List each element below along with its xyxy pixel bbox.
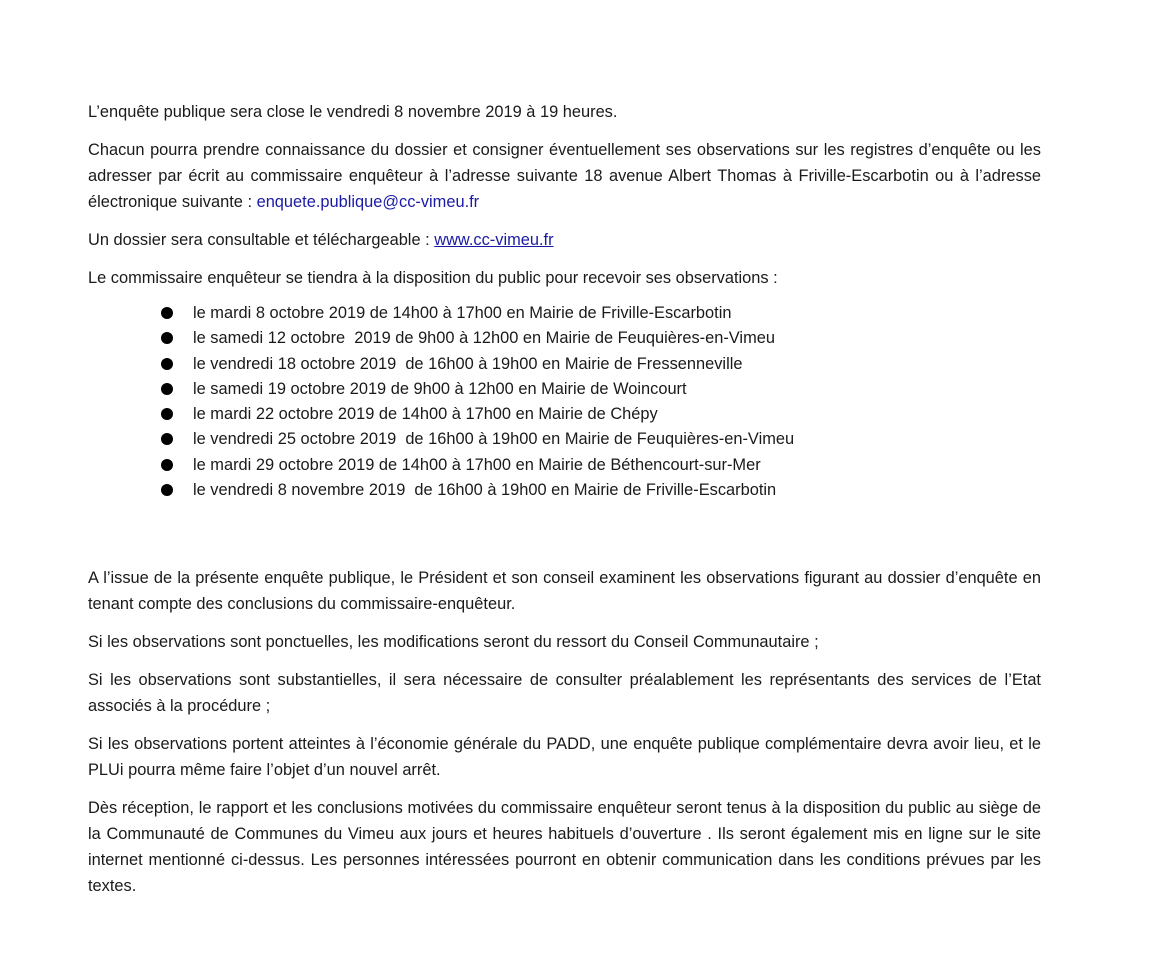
bullet-icon (161, 459, 173, 471)
conclusion-paragraph-4: Si les observations portent atteintes à l’économie générale du PADD, une enquête publique complémentaire devra avoir lieu, et le PLUi pourra même faire l’objet d’un nouvel arrêt. (88, 735, 1041, 780)
schedule-item-text: le mardi 22 octobre 2019 de 14h00 à 17h00 en Mairie de Chépy (193, 405, 658, 424)
schedule-item-text: le samedi 12 octobre 2019 de 9h00 à 12h00 en Mairie de Feuquières-en-Vimeu (193, 329, 775, 348)
observations-text: Chacun pourra prendre connaissance du dossier et consigner éventuellement ses observations sur les registres d’enquête ou les adresser par écrit au commissaire enquêteur à l’adresse suivante 18 avenue Albert Thomas à Friville-Escarbotin ou à l’adresse électronique suivante : (88, 141, 1041, 211)
email-link[interactable]: enquete.publique@cc-vimeu.fr (256, 193, 480, 211)
observations-paragraph (88, 137, 1041, 215)
schedule-item-text: le samedi 19 octobre 2019 de 9h00 à 12h00 en Mairie de Woincourt (193, 379, 687, 398)
bullet-icon (161, 383, 173, 395)
list-item (88, 377, 1041, 402)
list-item (88, 326, 1041, 351)
availability-paragraph: Le commissaire enquêteur se tiendra à la disposition du public pour recevoir ses observations : (88, 269, 778, 287)
conclusion-paragraph-3: Si les observations sont substantielles, il sera nécessaire de consulter préalablement les représentants des services de l’Etat associés à la procédure ; (88, 671, 1041, 716)
website-link[interactable]: www.cc-vimeu.fr (434, 231, 554, 249)
schedule-item-text: le mardi 8 octobre 2019 de 14h00 à 17h00 en Mairie de Friville-Escarbotin (193, 304, 732, 322)
conclusion-paragraph-5: Dès réception, le rapport et les conclusions motivées du commissaire enquêteur seront tenus à la disposition du public au siège de la Communauté de Communes du Vimeu aux jours et heures habituels d’ouverture . Ils seront également mis en ligne sur le site internet mentionné ci-dessus. Les personnes intéressées pourront en obtenir communication dans les conditions prévues par les textes. (88, 799, 1041, 896)
list-item (88, 478, 1041, 503)
schedule-item-text: le vendredi 18 octobre 2019 de 16h00 à 19h00 en Mairie de Fressenneville (193, 354, 743, 373)
conclusion-paragraph-1: A l’issue de la présente enquête publique, le Président et son conseil examinent les observations figurant au dossier d’enquête en tenant compte des conclusions du commissaire-enquêteur. (88, 569, 1041, 614)
list-item (88, 301, 1041, 326)
conclusion-paragraph-2: Si les observations sont ponctuelles, les modifications seront du ressort du Conseil Communautaire ; (88, 633, 819, 652)
bullet-icon (161, 484, 173, 496)
bullet-icon (161, 358, 173, 370)
dossier-text: Un dossier sera consultable et téléchargeable : (88, 231, 435, 249)
bullet-icon (161, 332, 173, 344)
list-item (88, 402, 1041, 427)
schedule-list (88, 301, 1041, 503)
schedule-item-text: le vendredi 25 octobre 2019 de 16h00 à 19h00 en Mairie de Feuquières-en-Vimeu (193, 430, 795, 449)
schedule-item-text: le mardi 29 octobre 2019 de 14h00 à 17h00 en Mairie de Béthencourt-sur-Mer (193, 455, 761, 474)
bullet-icon (161, 408, 173, 420)
list-item (88, 427, 1041, 452)
list-item (88, 453, 1041, 478)
bullet-icon (161, 433, 173, 445)
dossier-paragraph (88, 227, 1041, 253)
list-item (88, 352, 1041, 377)
document-page (88, 99, 1041, 899)
schedule-item-text: le vendredi 8 novembre 2019 de 16h00 à 19h00 en Mairie de Friville-Escarbotin (193, 481, 777, 500)
closing-paragraph: L’enquête publique sera close le vendredi 8 novembre 2019 à 19 heures. (88, 103, 618, 121)
bullet-icon (161, 307, 173, 319)
